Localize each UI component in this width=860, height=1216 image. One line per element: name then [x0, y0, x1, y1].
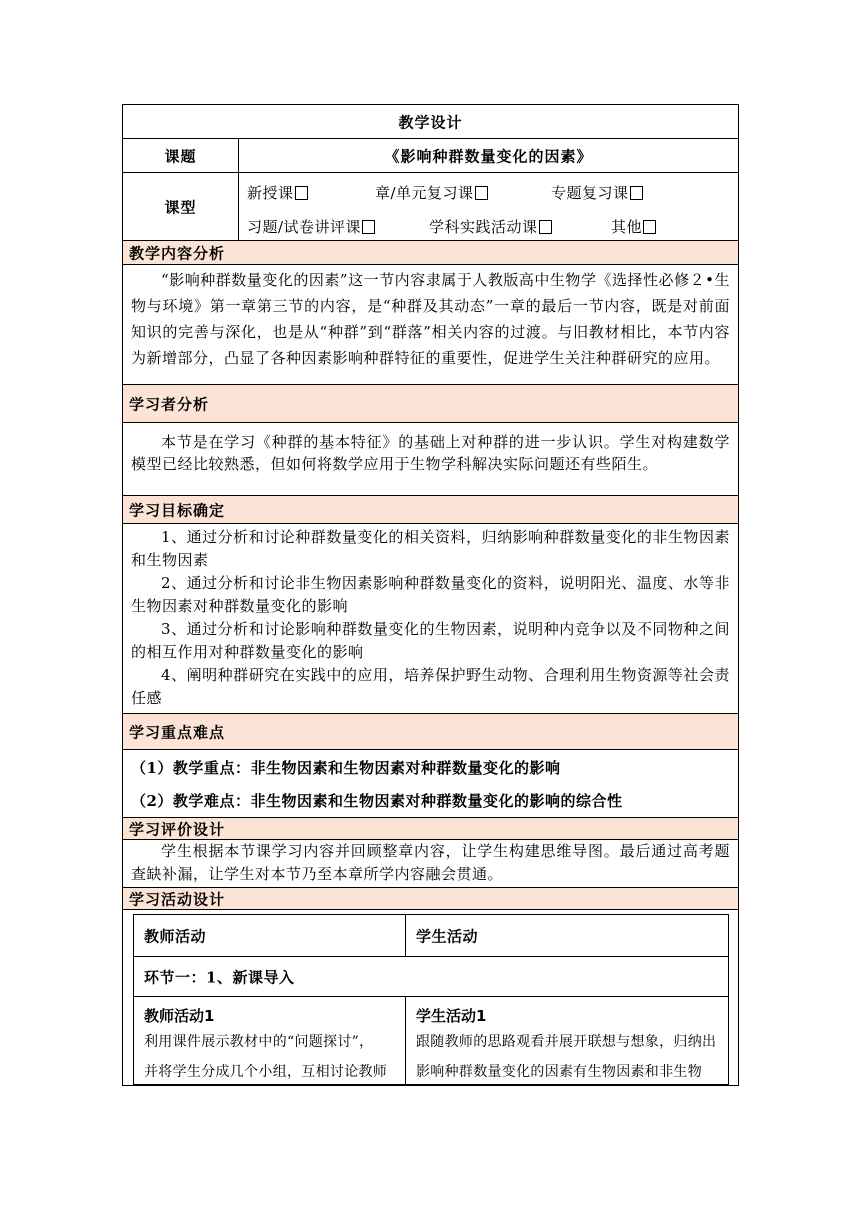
student-col-header: 学生活动: [416, 927, 479, 945]
student-activity-title: 学生活动1: [416, 1007, 487, 1025]
title-row: [123, 105, 738, 139]
checkbox-icon: [295, 186, 308, 200]
type-option-topic-review[interactable]: 专题复习课: [551, 182, 643, 203]
type-option-practice[interactable]: 学科实践活动课: [429, 216, 552, 237]
teacher-activity-title: 教师活动1: [144, 1007, 215, 1025]
activities-header: [123, 888, 738, 910]
document-title: 教学设计: [398, 113, 463, 131]
stage-title: 环节一：1、新课导入: [144, 968, 295, 986]
activities-body: [123, 910, 738, 1085]
type-option-new[interactable]: 新授课: [247, 182, 308, 203]
objective-item: 1、通过分析和讨论种群数量变化的相关资料，归纳影响种群数量变化的非生物因素和生物因素: [131, 528, 730, 569]
learner-analysis-body: [123, 423, 738, 496]
checkbox-icon: [643, 220, 656, 234]
type-option-other[interactable]: 其他: [611, 216, 656, 237]
type-option-exercise-review[interactable]: 习题/试卷讲评课: [247, 216, 375, 237]
activity-row: [134, 997, 728, 1084]
checkbox-icon: [362, 220, 375, 234]
key-points-body: [123, 750, 738, 818]
evaluation-text: 学生根据本节课学习内容并回顾整章内容，让学生构建思维导图。最后通过高考题查缺补漏，让学生对本节乃至本章所学内容融会贯通。: [131, 842, 730, 883]
section-heading: 学习者分析: [129, 395, 210, 413]
type-label: 课型: [164, 198, 197, 216]
learner-analysis-header: [123, 385, 738, 423]
section-heading: 学习活动设计: [129, 890, 226, 908]
teaching-difficulty: （2）教学难点：非生物因素和生物因素对种群数量变化的影响的综合性: [131, 792, 623, 810]
objective-item: 3、通过分析和讨论影响种群数量变化的生物因素，说明种内竞争以及不同物种之间的相互作用对种群数量变化的影响: [131, 620, 730, 661]
topic-row: [123, 139, 738, 173]
teacher-col-header: 教师活动: [144, 927, 207, 945]
teacher-activity-line: 并将学生分成几个小组，互相讨论教师: [144, 1064, 388, 1080]
objectives-header: [123, 496, 738, 524]
section-heading: 学习目标确定: [129, 501, 226, 519]
content-analysis-text: “影响种群数量变化的因素”这一节内容隶属于人教版高中生物学《选择性必修２•生物与环境》第一章第三节的内容，是“种群及其动态”一章的最后一节内容，既是对前面知识的完善与深化，也是从“种群”到“群落”相关内容的过渡。与旧教材相比，本节内容为新增部分，凸显了各种因素影响种群特征的重要性，促进学生关注种群研究的应用。: [131, 271, 730, 367]
teaching-focus: （1）教学重点：非生物因素和生物因素对种群数量变化的影响: [131, 759, 561, 777]
content-analysis-body: [123, 265, 738, 385]
evaluation-header: [123, 818, 738, 840]
teacher-activity-line: 利用课件展示教材中的“问题探讨”，: [144, 1034, 374, 1050]
topic-label: 课题: [164, 147, 197, 165]
section-heading: 教学内容分析: [129, 244, 226, 262]
objective-item: 4、阐明种群研究在实践中的应用，培养保护野生动物、合理利用生物资源等社会责任感: [131, 666, 730, 707]
evaluation-body: [123, 840, 738, 888]
section-heading: 学习重点难点: [129, 723, 226, 741]
objectives-body: [123, 524, 738, 714]
type-option-unit-review[interactable]: 章/单元复习课: [375, 182, 488, 203]
activities-table: [133, 914, 729, 1085]
stage-row: [134, 957, 728, 997]
content-analysis-header: [123, 241, 738, 265]
checkbox-icon: [475, 186, 488, 200]
objective-item: 2、通过分析和讨论非生物因素影响种群数量变化的资料，说明阳光、温度、水等非生物因素对种群数量变化的影响: [131, 574, 730, 615]
activities-col-headers: [134, 915, 728, 957]
student-activity-line: 跟随教师的思路观看并展开联想与想象，归纳出: [416, 1034, 717, 1050]
lesson-plan-table: [122, 104, 739, 1086]
key-points-header: [123, 714, 738, 750]
learner-analysis-text: 本节是在学习《种群的基本特征》的基础上对种群的进一步认识。学生对构建数学模型已经比较熟悉，但如何将数学应用于生物学科解决实际问题还有些陌生。: [131, 433, 730, 473]
checkbox-icon: [630, 186, 643, 200]
lesson-type-row: [123, 173, 738, 241]
topic-value: 《影响种群数量变化的因素》: [384, 147, 593, 165]
checkbox-icon: [539, 220, 552, 234]
student-activity-line: 影响种群数量变化的因素有生物因素和非生物: [416, 1064, 702, 1080]
section-heading: 学习评价设计: [129, 820, 226, 838]
